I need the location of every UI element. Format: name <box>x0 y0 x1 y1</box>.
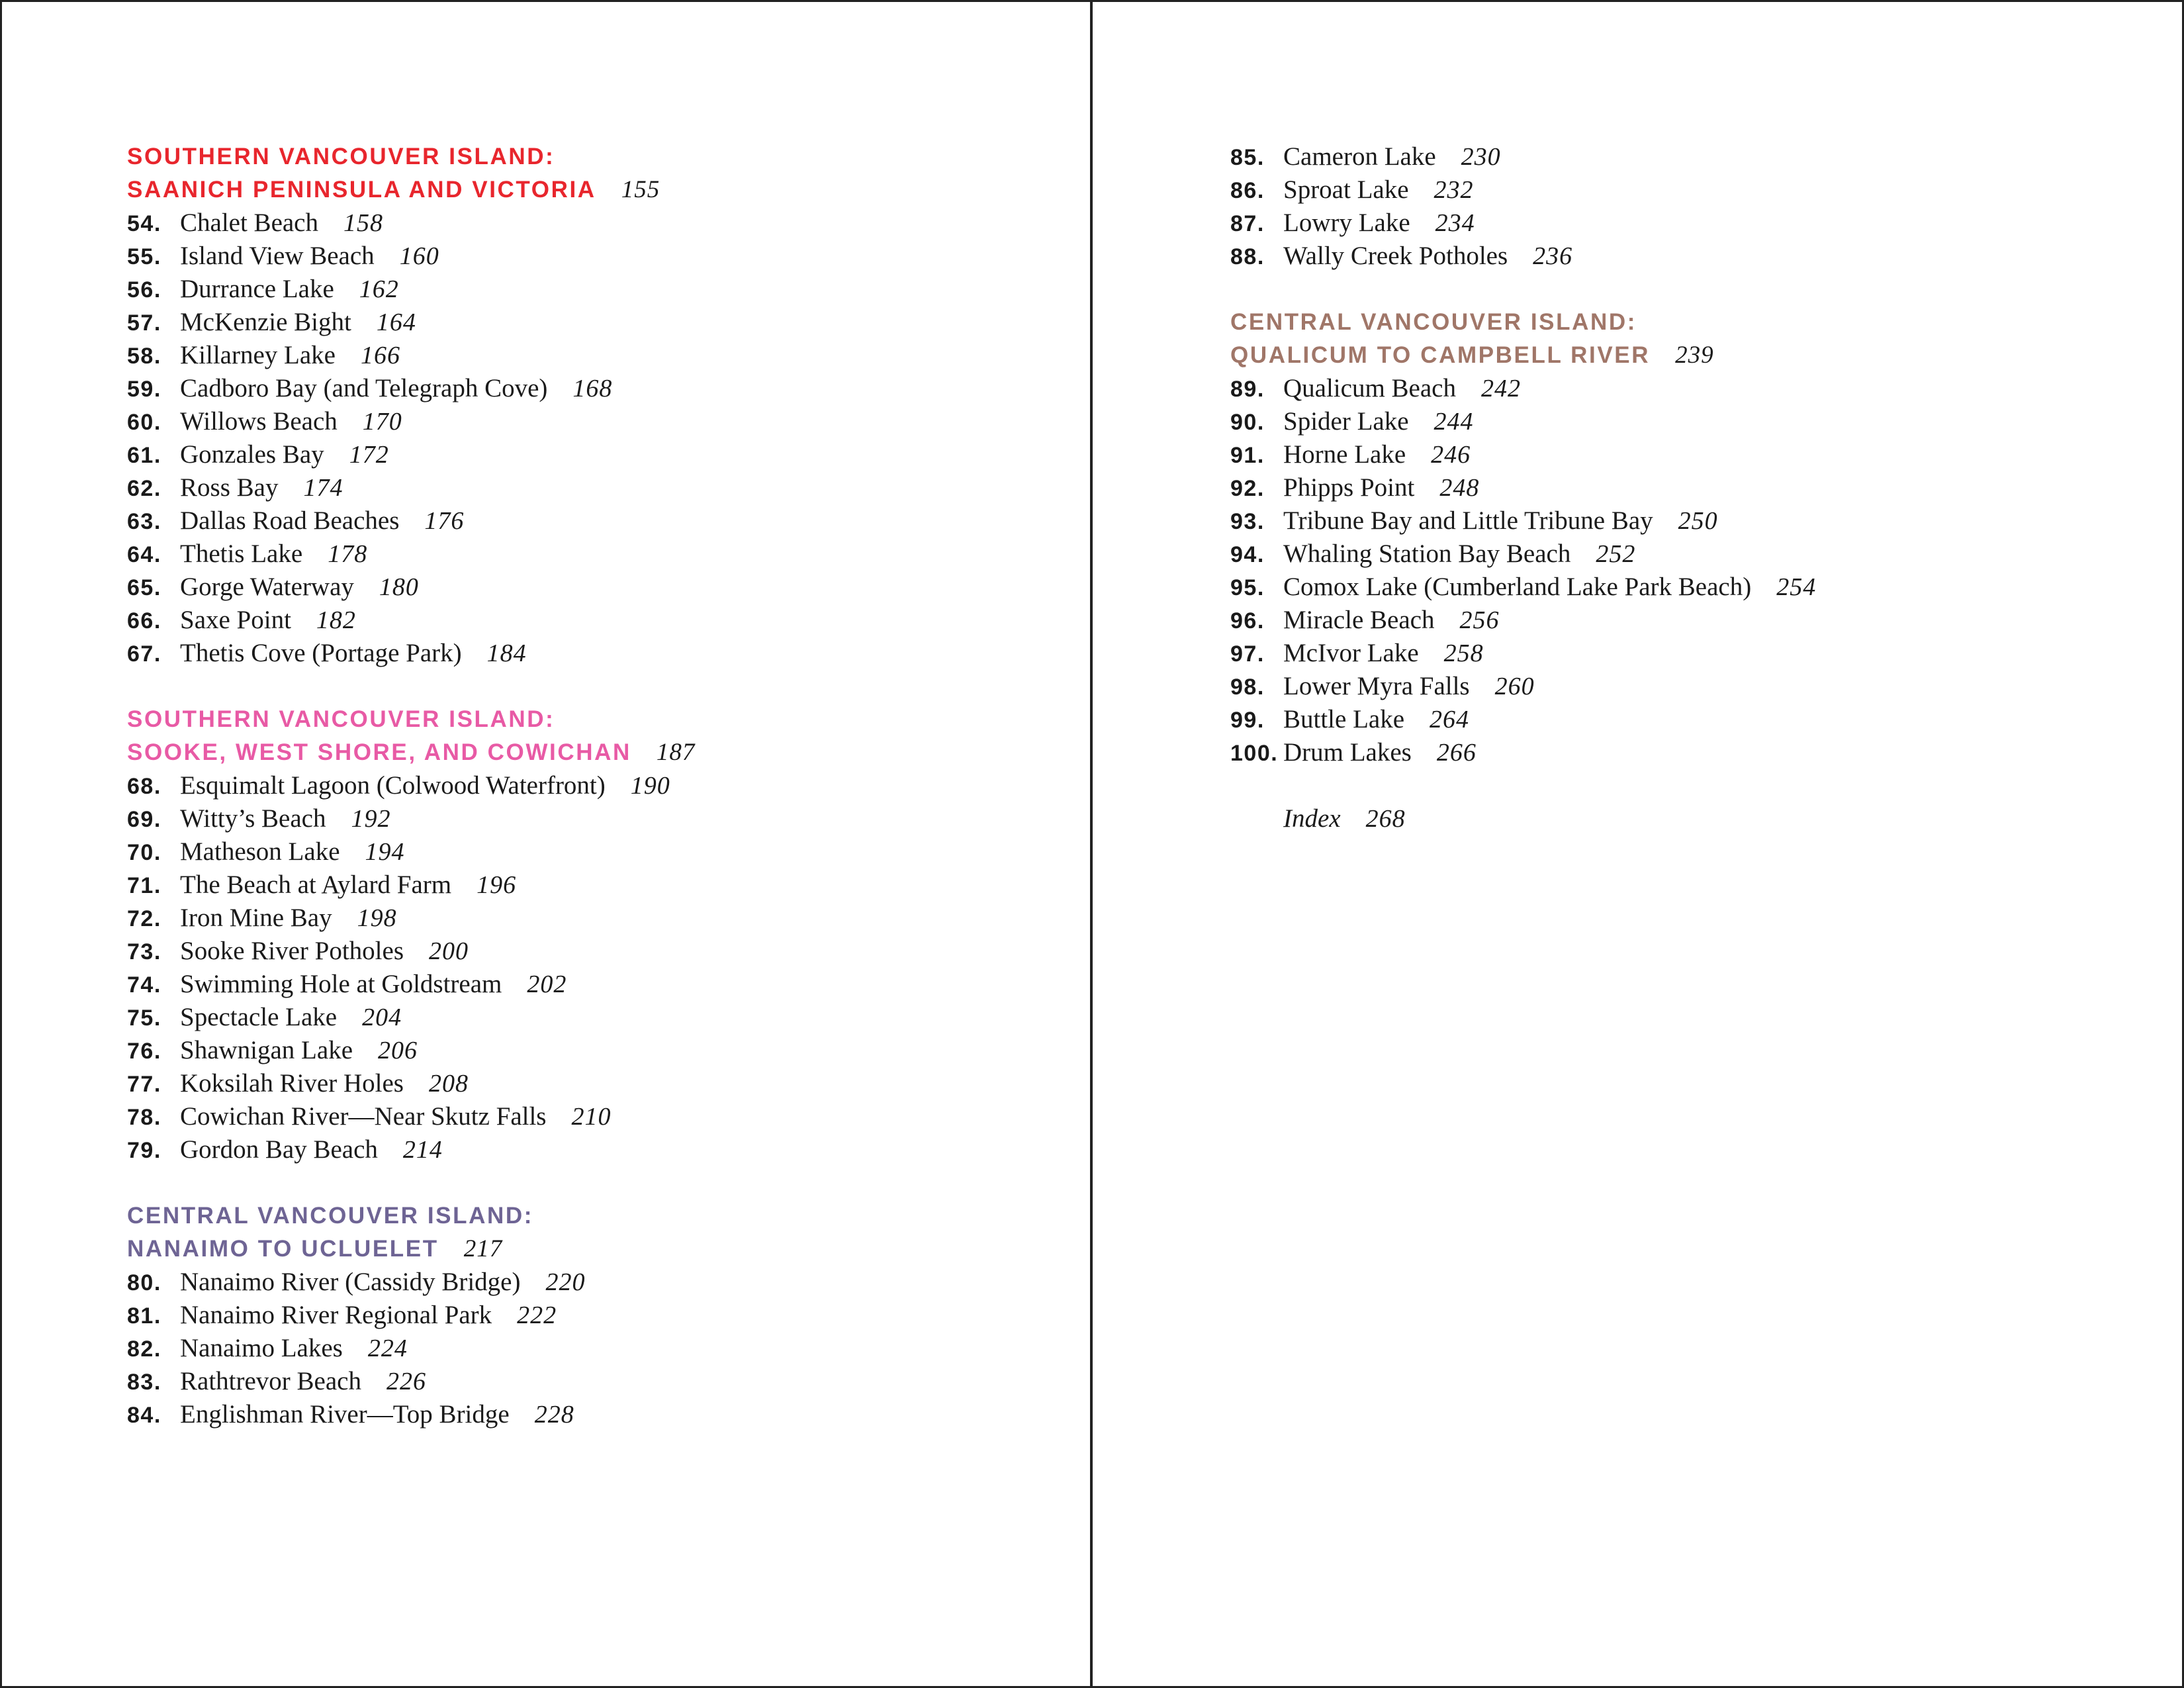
toc-entry[interactable] <box>127 571 1054 604</box>
entry-number: 65. <box>127 575 161 600</box>
entry-title: Island View Beach <box>180 242 375 270</box>
toc-entry[interactable] <box>1230 637 2157 670</box>
entry-number: 69. <box>127 807 161 832</box>
entry-title: Tribune Bay and Little Tribune Bay <box>1283 506 1653 535</box>
entry-page-number: 206 <box>378 1037 418 1064</box>
entry-title: Lower Myra Falls <box>1283 672 1470 700</box>
entry-title: Sproat Lake <box>1283 175 1409 204</box>
entry-title: Phipps Point <box>1283 473 1415 502</box>
entry-page-number: 222 <box>517 1301 557 1329</box>
section-heading-line1: CENTRAL VANCOUVER ISLAND: <box>127 1203 533 1229</box>
entry-page-number: 264 <box>1430 706 1470 733</box>
toc-column-left <box>127 140 1054 1464</box>
toc-entry[interactable] <box>127 273 1054 306</box>
section-heading-line2-text: SAANICH PENINSULA AND VICTORIA <box>127 177 596 203</box>
entry-number: 86. <box>1230 178 1265 203</box>
entry-number: 72. <box>127 906 161 931</box>
entry-page-number: 244 <box>1433 408 1474 436</box>
toc-entry[interactable] <box>127 769 1054 802</box>
index-title: Index <box>1283 804 1341 833</box>
entry-page-number: 260 <box>1494 673 1535 700</box>
entry-page-number: 198 <box>357 904 397 932</box>
entry-number: 89. <box>1230 377 1265 402</box>
left-page <box>0 0 1090 1688</box>
entry-title: Nanaimo Lakes <box>180 1334 343 1362</box>
index-page-number: 268 <box>1365 805 1406 833</box>
entry-number: 79. <box>127 1138 161 1163</box>
entry-number: 71. <box>127 873 161 898</box>
entry-number: 70. <box>127 840 161 865</box>
entry-number: 88. <box>1230 244 1265 269</box>
entry-title: Nanaimo River (Cassidy Bridge) <box>180 1268 521 1296</box>
toc-entry[interactable] <box>127 1034 1054 1067</box>
entry-title: Horne Lake <box>1283 440 1406 469</box>
toc-entry[interactable] <box>127 339 1054 372</box>
entry-number: 54. <box>127 211 161 236</box>
toc-entry[interactable] <box>127 1299 1054 1332</box>
entry-page-number: 176 <box>424 507 465 535</box>
entry-page-number: 208 <box>428 1070 469 1098</box>
toc-entry[interactable] <box>1230 438 2157 471</box>
toc-entry[interactable] <box>127 968 1054 1001</box>
toc-entry[interactable] <box>127 935 1054 968</box>
toc-entry[interactable] <box>1230 173 2157 207</box>
toc-entry[interactable] <box>1230 538 2157 571</box>
section-heading-line1: SOUTHERN VANCOUVER ISLAND: <box>127 144 555 169</box>
entry-title: Iron Mine Bay <box>180 904 332 932</box>
entry-page-number: 194 <box>365 838 405 866</box>
entry-title: Matheson Lake <box>180 837 340 866</box>
entry-number: 64. <box>127 542 161 567</box>
entry-title: Saxe Point <box>180 606 291 634</box>
entry-page-number: 172 <box>349 441 389 469</box>
entry-title: Ross Bay <box>180 473 279 502</box>
entry-page-number: 200 <box>429 937 469 965</box>
toc-entry[interactable] <box>127 240 1054 273</box>
entry-page-number: 166 <box>360 342 400 369</box>
entry-page-number: 236 <box>1533 242 1573 270</box>
toc-section <box>127 703 1054 1166</box>
section-heading-line2 <box>127 173 1054 207</box>
entry-title: Cowichan River—Near Skutz Falls <box>180 1102 547 1131</box>
toc-entry[interactable] <box>127 1133 1054 1166</box>
entry-number: 58. <box>127 344 161 369</box>
entry-number: 95. <box>1230 575 1265 600</box>
entry-title: Swimming Hole at Goldstream <box>180 970 502 998</box>
entry-title: Nanaimo River Regional Park <box>180 1301 492 1329</box>
section-heading[interactable] <box>1230 306 2157 372</box>
entry-number: 77. <box>127 1072 161 1097</box>
entry-page-number: 204 <box>362 1004 402 1031</box>
toc-entry[interactable] <box>1230 571 2157 604</box>
entry-page-number: 196 <box>477 871 517 899</box>
entry-page-number: 246 <box>1431 441 1471 469</box>
toc-entry[interactable] <box>1230 207 2157 240</box>
toc-entry[interactable] <box>1230 140 2157 173</box>
entry-number: 99. <box>1230 708 1265 733</box>
entry-number: 76. <box>127 1039 161 1064</box>
entry-title: Miracle Beach <box>1283 606 1435 634</box>
entry-page-number: 180 <box>379 573 419 601</box>
entry-number: 100. <box>1230 741 1279 766</box>
entry-page-number: 214 <box>402 1136 443 1164</box>
entry-page-number: 202 <box>527 970 567 998</box>
toc-entry[interactable] <box>1230 372 2157 405</box>
toc-entry[interactable] <box>1230 471 2157 504</box>
entry-number: 66. <box>127 608 161 633</box>
entry-number: 85. <box>1230 145 1265 170</box>
entry-page-number: 250 <box>1678 507 1718 535</box>
entry-number: 97. <box>1230 641 1265 667</box>
entry-page-number: 252 <box>1596 540 1636 568</box>
entry-number: 68. <box>127 774 161 799</box>
section-heading[interactable] <box>127 140 1054 207</box>
entry-number: 55. <box>127 244 161 269</box>
entry-number: 75. <box>127 1006 161 1031</box>
entry-title: McKenzie Bight <box>180 308 351 336</box>
entry-number: 98. <box>1230 675 1265 700</box>
entry-title: Comox Lake (Cumberland Lake Park Beach) <box>1283 573 1752 601</box>
entry-title: Rathtrevor Beach <box>180 1367 361 1395</box>
entry-page-number: 164 <box>376 308 416 336</box>
toc-column-right <box>1230 140 2157 835</box>
toc-section <box>127 140 1054 670</box>
entry-number: 74. <box>127 972 161 998</box>
entry-page-number: 242 <box>1480 375 1521 402</box>
section-heading[interactable] <box>127 1199 1054 1266</box>
entry-number: 67. <box>127 641 161 667</box>
entry-number: 59. <box>127 377 161 402</box>
entry-page-number: 256 <box>1459 606 1500 634</box>
toc-entry[interactable] <box>127 405 1054 438</box>
entry-page-number: 248 <box>1439 474 1480 502</box>
entry-page-number: 220 <box>545 1268 586 1296</box>
toc-entry[interactable] <box>127 1365 1054 1398</box>
section-heading-line2 <box>127 736 1054 769</box>
toc-entry[interactable] <box>1230 604 2157 637</box>
entry-title: Durrance Lake <box>180 275 334 303</box>
section-page-number: 239 <box>1675 342 1714 369</box>
toc-entry[interactable] <box>127 1067 1054 1100</box>
entry-page-number: 178 <box>328 540 368 568</box>
entry-number: 81. <box>127 1303 161 1329</box>
entry-title: Witty’s Beach <box>180 804 326 833</box>
entry-page-number: 190 <box>630 772 670 800</box>
entry-number: 62. <box>127 476 161 501</box>
toc-section <box>1230 306 2157 769</box>
entry-title: McIvor Lake <box>1283 639 1419 667</box>
toc-entry[interactable] <box>1230 240 2157 273</box>
entry-page-number: 210 <box>571 1103 612 1131</box>
entry-page-number: 182 <box>316 606 356 634</box>
entry-title: Shawnigan Lake <box>180 1036 353 1064</box>
toc-entry[interactable] <box>127 372 1054 405</box>
entry-number: 60. <box>127 410 161 435</box>
entry-page-number: 230 <box>1461 143 1501 171</box>
section-page-number: 155 <box>621 176 660 203</box>
entry-title: Gordon Bay Beach <box>180 1135 378 1164</box>
entry-page-number: 158 <box>343 209 383 237</box>
section-heading-line1: CENTRAL VANCOUVER ISLAND: <box>1230 309 1637 335</box>
entry-page-number: 224 <box>367 1335 408 1362</box>
entry-page-number: 234 <box>1435 209 1475 237</box>
toc-entry[interactable] <box>127 835 1054 868</box>
section-heading-line2 <box>1230 339 2157 372</box>
right-page <box>1093 0 2184 1688</box>
entry-page-number: 184 <box>486 639 527 667</box>
section-page-number: 217 <box>463 1235 503 1262</box>
entry-title: Cadboro Bay (and Telegraph Cove) <box>180 374 548 402</box>
entry-page-number: 174 <box>303 474 343 502</box>
entry-title: Gonzales Bay <box>180 440 324 469</box>
toc-entry[interactable] <box>1230 703 2157 736</box>
entry-page-number: 266 <box>1436 739 1477 767</box>
entry-number: 80. <box>127 1270 161 1295</box>
entry-page-number: 228 <box>534 1401 574 1429</box>
entry-title: Drum Lakes <box>1283 738 1412 767</box>
toc-entry[interactable] <box>127 1332 1054 1365</box>
toc-entry[interactable] <box>1230 670 2157 703</box>
entry-title: Chalet Beach <box>180 209 318 237</box>
entry-title: Willows Beach <box>180 407 338 436</box>
entry-number: 57. <box>127 310 161 336</box>
toc-entry[interactable] <box>1230 405 2157 438</box>
entry-title: Cameron Lake <box>1283 142 1436 171</box>
entry-number: 56. <box>127 277 161 303</box>
toc-entry[interactable] <box>127 868 1054 902</box>
toc-section <box>127 1199 1054 1431</box>
section-heading-line2-text: NANAIMO TO UCLUELET <box>127 1236 439 1262</box>
toc-continued-entries <box>1230 140 2157 273</box>
section-heading-line2 <box>127 1233 1054 1266</box>
entry-page-number: 226 <box>386 1368 426 1395</box>
entry-title: Thetis Cove (Portage Park) <box>180 639 462 667</box>
section-heading-line1: SOUTHERN VANCOUVER ISLAND: <box>127 706 555 732</box>
entry-title: Dallas Road Beaches <box>180 506 400 535</box>
toc-entry[interactable] <box>1230 504 2157 538</box>
entry-title: The Beach at Aylard Farm <box>180 870 452 899</box>
toc-entry[interactable] <box>127 207 1054 240</box>
toc-entry[interactable] <box>127 504 1054 538</box>
toc-entry[interactable] <box>1230 736 2157 769</box>
entry-title: Sooke River Potholes <box>180 937 404 965</box>
toc-entry[interactable] <box>127 306 1054 339</box>
entry-title: Koksilah River Holes <box>180 1069 404 1098</box>
entry-number: 91. <box>1230 443 1265 468</box>
entry-title: Qualicum Beach <box>1283 374 1456 402</box>
toc-entry[interactable] <box>127 1398 1054 1431</box>
toc-entry[interactable] <box>127 902 1054 935</box>
entry-page-number: 254 <box>1776 573 1817 601</box>
entry-number: 73. <box>127 939 161 964</box>
toc-entry[interactable] <box>127 604 1054 637</box>
toc-entry[interactable] <box>127 1266 1054 1299</box>
entry-number: 63. <box>127 509 161 534</box>
entry-page-number: 168 <box>572 375 613 402</box>
entry-number: 87. <box>1230 211 1265 236</box>
entry-page-number: 192 <box>351 805 391 833</box>
toc-entry[interactable] <box>127 1100 1054 1133</box>
toc-entry[interactable] <box>127 802 1054 835</box>
entry-title: Thetis Lake <box>180 539 303 568</box>
entry-title: Spectacle Lake <box>180 1003 338 1031</box>
entry-number: 84. <box>127 1403 161 1428</box>
entry-number: 82. <box>127 1336 161 1362</box>
entry-title: Lowry Lake <box>1283 209 1410 237</box>
section-heading-line2-text: SOOKE, WEST SHORE, AND COWICHAN <box>127 739 631 765</box>
entry-number: 93. <box>1230 509 1265 534</box>
entry-title: Esquimalt Lagoon (Colwood Waterfront) <box>180 771 606 800</box>
toc-entry[interactable] <box>127 438 1054 471</box>
entry-page-number: 232 <box>1433 176 1474 204</box>
entry-title: Gorge Waterway <box>180 573 354 601</box>
entry-title: Killarney Lake <box>180 341 336 369</box>
entry-number: 96. <box>1230 608 1265 633</box>
entry-number: 83. <box>127 1370 161 1395</box>
section-heading[interactable] <box>127 703 1054 769</box>
entry-number: 94. <box>1230 542 1265 567</box>
entry-number: 78. <box>127 1105 161 1130</box>
entry-page-number: 170 <box>362 408 402 436</box>
toc-entry[interactable] <box>127 471 1054 504</box>
entry-title: Wally Creek Potholes <box>1283 242 1508 270</box>
entry-title: Spider Lake <box>1283 407 1409 436</box>
toc-entry[interactable] <box>127 1001 1054 1034</box>
entry-number: 61. <box>127 443 161 468</box>
entry-page-number: 160 <box>399 242 439 270</box>
entry-page-number: 258 <box>1443 639 1484 667</box>
entry-title: Buttle Lake <box>1283 705 1405 733</box>
index-entry[interactable] <box>1230 802 2157 835</box>
entry-number: 90. <box>1230 410 1265 435</box>
entry-title: Whaling Station Bay Beach <box>1283 539 1571 568</box>
toc-entry[interactable] <box>127 637 1054 670</box>
section-page-number: 187 <box>656 739 696 766</box>
section-heading-line2-text: QUALICUM TO CAMPBELL RIVER <box>1230 342 1651 368</box>
entry-page-number: 162 <box>359 275 399 303</box>
toc-entry[interactable] <box>127 538 1054 571</box>
entry-title: Englishman River—Top Bridge <box>180 1400 510 1429</box>
entry-number: 92. <box>1230 476 1265 501</box>
